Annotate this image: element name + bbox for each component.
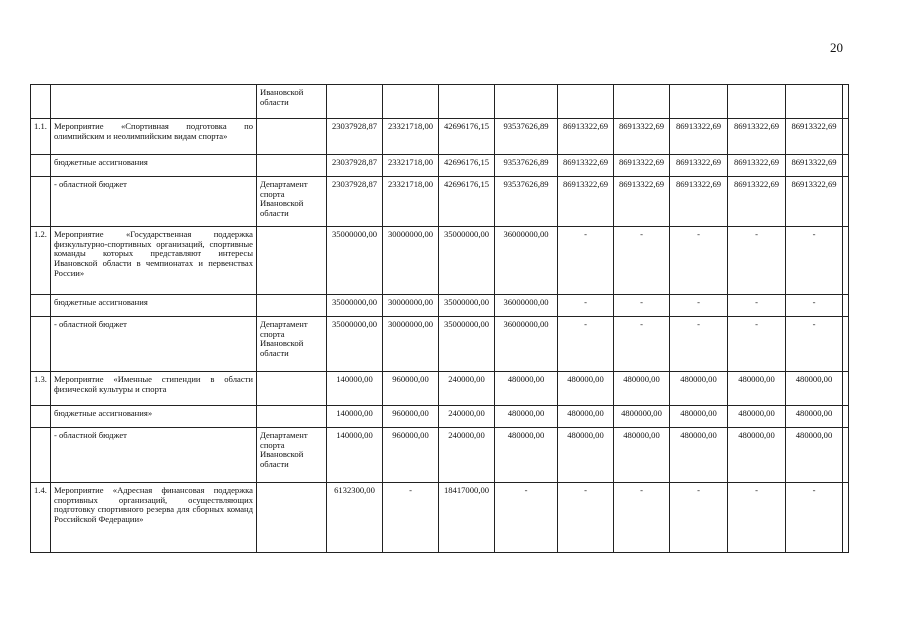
amount-cell: 36000000,00	[495, 295, 558, 317]
amount-cell: -	[495, 483, 558, 553]
amount-cell: 42696176,15	[439, 119, 495, 155]
amount-cell: 36000000,00	[495, 317, 558, 372]
table-body	[31, 85, 849, 553]
amount-cell: 480000,00	[614, 428, 670, 483]
measure-name-cell: бюджетные ассигнования	[51, 155, 257, 177]
amount-cell: 480000,00	[786, 406, 843, 428]
amount-cell: 86913322,69	[670, 155, 728, 177]
amount-cell: 42696176,15	[439, 177, 495, 227]
amount-cell	[495, 85, 558, 119]
amount-cell: 4800000,00	[614, 406, 670, 428]
measure-name-cell: - областной бюджет	[51, 317, 257, 372]
amount-cell: 86913322,69	[614, 155, 670, 177]
executor-cell	[257, 227, 327, 295]
measure-name-cell: Мероприятие «Именные стипендии в области физической культуры и спорта	[51, 372, 257, 406]
table-row	[31, 119, 849, 155]
amount-cell: 480000,00	[728, 406, 786, 428]
amount-cell: 86913322,69	[558, 177, 614, 227]
executor-cell	[257, 295, 327, 317]
amount-cell: 35000000,00	[439, 227, 495, 295]
amount-cell	[843, 177, 849, 227]
amount-cell	[843, 483, 849, 553]
page-number: 20	[830, 40, 843, 55]
amount-cell: 35000000,00	[439, 295, 495, 317]
amount-cell: 960000,00	[383, 372, 439, 406]
amount-cell: -	[728, 227, 786, 295]
amount-cell: -	[558, 295, 614, 317]
measure-name-cell	[51, 85, 257, 119]
amount-cell: -	[670, 295, 728, 317]
amount-cell: 480000,00	[670, 428, 728, 483]
measure-name-cell: Мероприятие «Адресная финансовая поддержка спортивных организаций, осуществляющих подготовку спортивного резерва для сборных команд Российской Федерации»	[51, 483, 257, 553]
amount-cell: 480000,00	[558, 372, 614, 406]
amount-cell: -	[786, 227, 843, 295]
amount-cell: -	[614, 295, 670, 317]
amount-cell: 86913322,69	[786, 119, 843, 155]
amount-cell: 36000000,00	[495, 227, 558, 295]
amount-cell: 93537626,89	[495, 155, 558, 177]
amount-cell	[383, 85, 439, 119]
table-row	[31, 428, 849, 483]
amount-cell: 86913322,69	[670, 119, 728, 155]
amount-cell	[670, 85, 728, 119]
measure-name-cell: Мероприятие «Государственная поддержка физкультурно-спортивных организаций, спортивные команды которых представляют интересы Ивановской области в чемпионатах и первенствах России»	[51, 227, 257, 295]
amount-cell: 86913322,69	[614, 177, 670, 227]
amount-cell	[843, 155, 849, 177]
amount-cell: 480000,00	[558, 406, 614, 428]
table-row	[31, 177, 849, 227]
amount-cell	[843, 119, 849, 155]
amount-cell: -	[786, 483, 843, 553]
table-row	[31, 227, 849, 295]
row-index-cell	[31, 317, 51, 372]
table-row	[31, 317, 849, 372]
amount-cell	[843, 85, 849, 119]
amount-cell: 240000,00	[439, 406, 495, 428]
amount-cell: 240000,00	[439, 372, 495, 406]
amount-cell	[843, 428, 849, 483]
amount-cell: -	[614, 317, 670, 372]
amount-cell: 35000000,00	[327, 227, 383, 295]
amount-cell: 35000000,00	[439, 317, 495, 372]
amount-cell: -	[614, 483, 670, 553]
amount-cell: 140000,00	[327, 428, 383, 483]
row-index-cell	[31, 85, 51, 119]
amount-cell	[843, 406, 849, 428]
amount-cell: 480000,00	[495, 372, 558, 406]
measure-name-cell: бюджетные ассигнования	[51, 295, 257, 317]
amount-cell: -	[728, 483, 786, 553]
amount-cell: -	[670, 483, 728, 553]
amount-cell: 960000,00	[383, 428, 439, 483]
amount-cell: 86913322,69	[558, 119, 614, 155]
amount-cell	[843, 317, 849, 372]
executor-cell	[257, 372, 327, 406]
amount-cell: -	[786, 317, 843, 372]
row-index-cell	[31, 155, 51, 177]
amount-cell	[558, 85, 614, 119]
table-row	[31, 372, 849, 406]
amount-cell: -	[558, 317, 614, 372]
amount-cell: 35000000,00	[327, 295, 383, 317]
amount-cell: 86913322,69	[786, 177, 843, 227]
amount-cell: -	[786, 295, 843, 317]
amount-cell: 86913322,69	[670, 177, 728, 227]
amount-cell: 480000,00	[728, 372, 786, 406]
executor-cell: Департамент спорта Ивановской области	[257, 177, 327, 227]
amount-cell: 480000,00	[670, 406, 728, 428]
table-row	[31, 85, 849, 119]
amount-cell: 23037928,87	[327, 155, 383, 177]
amount-cell: -	[383, 483, 439, 553]
amount-cell	[327, 85, 383, 119]
amount-cell: 30000000,00	[383, 227, 439, 295]
row-index-cell: 1.4.	[31, 483, 51, 553]
amount-cell: -	[670, 227, 728, 295]
amount-cell: 23321718,00	[383, 155, 439, 177]
amount-cell: -	[728, 295, 786, 317]
executor-cell	[257, 119, 327, 155]
amount-cell: 480000,00	[495, 406, 558, 428]
measure-name-cell: - областной бюджет	[51, 177, 257, 227]
row-index-cell: 1.1.	[31, 119, 51, 155]
executor-cell	[257, 155, 327, 177]
amount-cell: 18417000,00	[439, 483, 495, 553]
amount-cell: 240000,00	[439, 428, 495, 483]
amount-cell: 93537626,89	[495, 119, 558, 155]
amount-cell: -	[558, 227, 614, 295]
executor-cell: Ивановской области	[257, 85, 327, 119]
row-index-cell	[31, 428, 51, 483]
amount-cell: 23321718,00	[383, 177, 439, 227]
amount-cell: 93537626,89	[495, 177, 558, 227]
executor-cell: Департамент спорта Ивановской области	[257, 428, 327, 483]
amount-cell	[843, 372, 849, 406]
amount-cell	[843, 295, 849, 317]
amount-cell: 86913322,69	[786, 155, 843, 177]
amount-cell	[439, 85, 495, 119]
amount-cell: -	[558, 483, 614, 553]
amount-cell	[614, 85, 670, 119]
amount-cell: 86913322,69	[728, 155, 786, 177]
amount-cell: 480000,00	[728, 428, 786, 483]
row-index-cell: 1.2.	[31, 227, 51, 295]
amount-cell: -	[728, 317, 786, 372]
amount-cell: 480000,00	[614, 372, 670, 406]
amount-cell: 960000,00	[383, 406, 439, 428]
table-row	[31, 483, 849, 553]
table-row	[31, 155, 849, 177]
amount-cell	[786, 85, 843, 119]
row-index-cell	[31, 406, 51, 428]
amount-cell: 480000,00	[670, 372, 728, 406]
amount-cell: 86913322,69	[728, 177, 786, 227]
amount-cell	[728, 85, 786, 119]
amount-cell: 140000,00	[327, 406, 383, 428]
amount-cell: 35000000,00	[327, 317, 383, 372]
amount-cell: 30000000,00	[383, 295, 439, 317]
budget-table	[30, 84, 849, 553]
amount-cell: 42696176,15	[439, 155, 495, 177]
amount-cell: 86913322,69	[558, 155, 614, 177]
amount-cell: 23037928,87	[327, 177, 383, 227]
amount-cell: 86913322,69	[614, 119, 670, 155]
row-index-cell	[31, 295, 51, 317]
executor-cell: Департамент спорта Ивановской области	[257, 317, 327, 372]
amount-cell: 480000,00	[786, 372, 843, 406]
table-row	[31, 295, 849, 317]
measure-name-cell: - областной бюджет	[51, 428, 257, 483]
executor-cell	[257, 406, 327, 428]
amount-cell: -	[614, 227, 670, 295]
amount-cell: 23037928,87	[327, 119, 383, 155]
amount-cell: 23321718,00	[383, 119, 439, 155]
amount-cell: 86913322,69	[728, 119, 786, 155]
measure-name-cell: бюджетные ассигнования»	[51, 406, 257, 428]
amount-cell: 480000,00	[786, 428, 843, 483]
row-index-cell	[31, 177, 51, 227]
amount-cell: -	[670, 317, 728, 372]
amount-cell: 480000,00	[558, 428, 614, 483]
measure-name-cell: Мероприятие «Спортивная подготовка по олимпийским и неолимпийским видам спорта»	[51, 119, 257, 155]
amount-cell: 140000,00	[327, 372, 383, 406]
amount-cell	[843, 227, 849, 295]
amount-cell: 480000,00	[495, 428, 558, 483]
amount-cell: 30000000,00	[383, 317, 439, 372]
executor-cell	[257, 483, 327, 553]
amount-cell: 6132300,00	[327, 483, 383, 553]
table-row	[31, 406, 849, 428]
row-index-cell: 1.3.	[31, 372, 51, 406]
